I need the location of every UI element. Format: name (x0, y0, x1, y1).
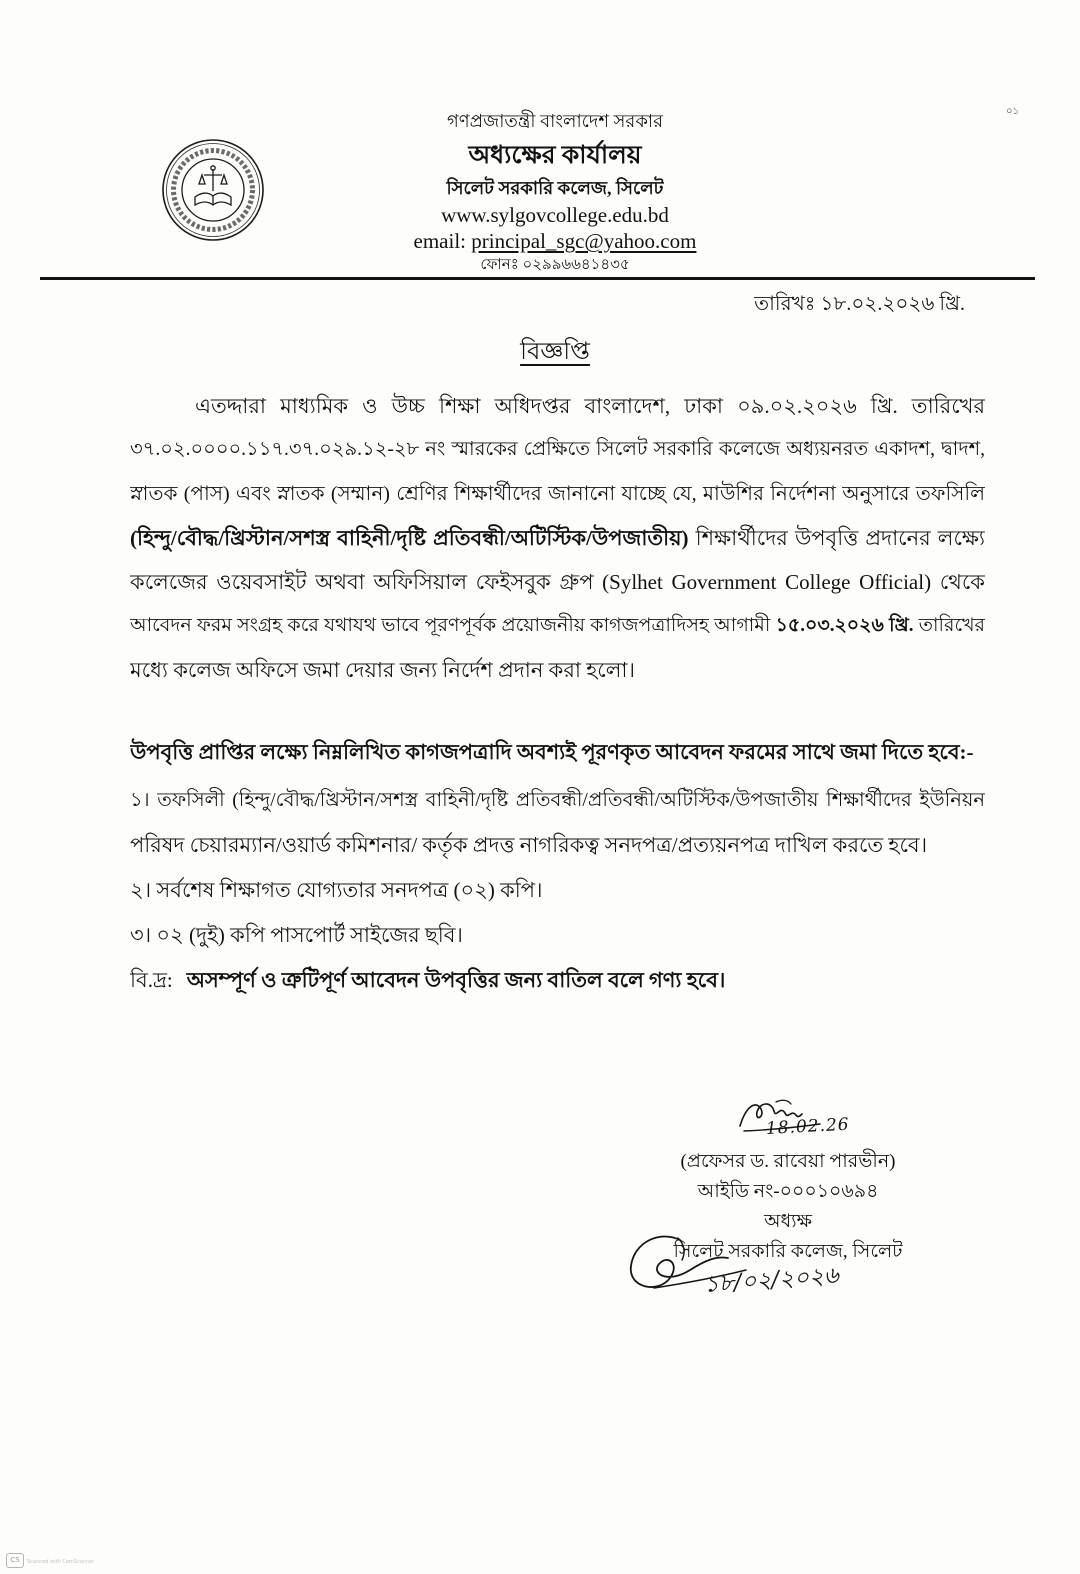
signatory-designation: অধ্যক্ষ (763, 1211, 812, 1232)
notice-date: তারিখঃ ১৮.০২.২০২৬ খ্রি. (754, 293, 965, 315)
note-label: বি.দ্র: (130, 968, 173, 992)
notice-line-7: মধ্যে কলেজ অফিসে জমা দেয়ার জন্য নির্দেশ প্রদান করা হলো। (130, 658, 635, 682)
header-divider (40, 277, 1035, 280)
notice-line-4 (130, 516, 985, 560)
requirement-item-2: ২। সর্বশেষ শিক্ষাগত যোগ্যতার সনদপত্র (০২) কপি। (130, 878, 543, 902)
requirement-item-3: ৩। ০২ (দুই) কপি পাসপোর্ট সাইজের ছবি। (130, 923, 463, 947)
page-number: ০১ (1006, 106, 1019, 117)
camscanner-text: Scanned with CamScanner (27, 1559, 95, 1565)
notice-body (130, 384, 985, 692)
requirement-item-1: ১। তফসিলী (হিন্দু/বৌদ্ধ/খ্রিস্টান/সশস্ত্র বাহিনী/দৃষ্টি প্রতিবন্ধী/প্রতিবন্ধী/অটিস্টিক/উপজাতীয় শিক্ষার্থীদের ইউনিয়ন (130, 790, 985, 811)
deadline-date: ১৫.০৩.২০২৬ খ্রি. (775, 615, 914, 636)
email-line (330, 227, 780, 255)
signatory-name: (প্রফেসর ড. রাবেয়া পারভীন) (680, 1151, 896, 1172)
phone-text: ফোনঃ ০২৯৯৬৬৪১৪৩৫ (480, 257, 630, 273)
notice-line-3: স্নাতক (পাস) এবং স্নাতক (সম্মান) শ্রেণির শিক্ষার্থীদের জানানো যাচ্ছে যে, মাউশির নির্দেশনা অনুসারে তফসিলি (130, 483, 985, 505)
signatory-institution: সিলেট সরকারি কলেজ, সিলেট (673, 1241, 903, 1262)
handwritten-date-1: 18.02.26 (765, 1114, 851, 1139)
note-text: অসম্পূর্ণ ও ত্রুটিপূর্ণ আবেদন উপবৃত্তির জন্য বাতিল বলে গণ্য হবে। (186, 968, 726, 992)
requirement-item-1-cont: পরিষদ চেয়ারম্যান/ওয়ার্ড কমিশনার/ কর্তৃক প্রদত্ত নাগরিকত্ব সনদপত্র/প্রত্যয়নপত্র দাখিল করতে হবে। (130, 833, 928, 857)
notice-line-2: ৩৭.০২.০০০০.১১৭.৩৭.০২৯.১২-২৮ নং স্মারকের প্রেক্ষিতে সিলেট সরকারি কলেজে অধ্যয়নরত একাদশ, দ্বাদশ, (130, 439, 985, 460)
college-logo (158, 135, 268, 245)
requirements-list (130, 778, 985, 1003)
seal-emblem-icon (195, 166, 231, 205)
notice-line-4-rest: শিক্ষার্থীদের উপবৃত্তি প্রদানের লক্ষ্যে (688, 526, 985, 550)
notice-line-6 (130, 604, 985, 648)
eligible-categories: (হিন্দু/বৌদ্ধ/খ্রিস্টান/সশস্ত্র বাহিনী/দৃষ্টি প্রতিবন্ধী/অটিস্টিক/উপজাতীয়) (130, 526, 689, 550)
notice-title: বিজ্ঞপ্তি (520, 339, 590, 365)
camscanner-logo: CS (6, 1553, 24, 1568)
notice-line-6-end: তারিখের (913, 615, 985, 636)
notice-line-1: এতদ্দারা মাধ্যমিক ও উচ্চ শিক্ষা অধিদপ্তর বাংলাদেশ, ঢাকা ০৯.০২.২০২৬ খ্রি. তারিখের (195, 394, 985, 418)
email-label: email: (413, 229, 467, 253)
requirements-heading-block (130, 730, 985, 774)
college-name: সিলেট সরকারি কলেজ, সিলেট (446, 178, 664, 198)
handwritten-date-2: ১৮/০২/২০২৬ (703, 1262, 840, 1298)
email-address: principal_sgc@yahoo.com (471, 229, 697, 253)
office-title: অধ্যক্ষের কার্যালয় (468, 142, 642, 169)
notice-line-6-start: আবেদন ফরম সংগ্রহ করে যথাযথ ভাবে পূরণপূর্বক প্রয়োজনীয় কাগজপত্রাদিসহ আগামী (130, 615, 776, 636)
signatory-id: আইডি নং-০০০১০৬৯৪ (697, 1181, 879, 1202)
requirements-heading: উপবৃত্তি প্রাপ্তির লক্ষ্যে নিম্নলিখিত কাগজপত্রাদি অবশ্যই পূরণকৃত আবেদন ফরমের সাথে জমা দিতে হবে:- (130, 740, 974, 764)
notice-line-5: কলেজের ওয়েবসাইট অথবা অফিসিয়াল ফেইসবুক গ্রুপ (Sylhet Government College Official) থেকে (130, 570, 985, 594)
government-name: গণপ্রজাতন্ত্রী বাংলাদেশ সরকার (446, 111, 664, 131)
note-line (130, 958, 985, 1003)
website-text: www.sylgovcollege.edu.bd (441, 203, 669, 227)
